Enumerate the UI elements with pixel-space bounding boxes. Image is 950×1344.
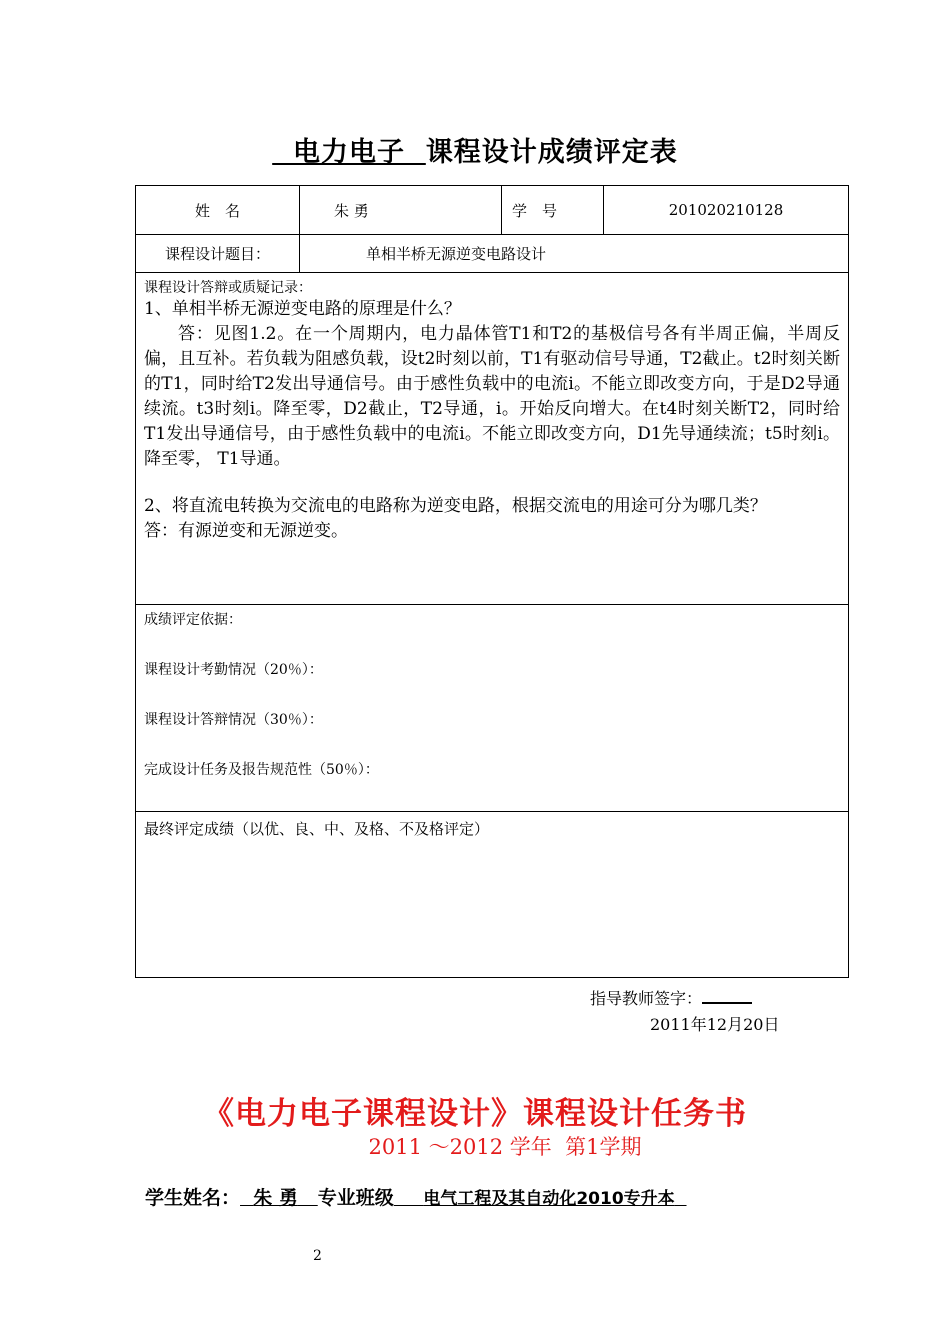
qa-caption: 课程设计答辩或质疑记录： (144, 280, 312, 296)
signature-blank (702, 988, 752, 1004)
name-value: 朱 勇 (300, 186, 502, 235)
question-2: 2、将直流电转换为交流电的电路称为逆变电路，根据交流电的用途可分为哪几类？ (144, 496, 767, 516)
table-row (136, 235, 849, 273)
sign-date: 2011年12月20日 (650, 1015, 780, 1034)
question-1: 1、单相半桥无源逆变电路的原理是什么？ (144, 299, 461, 319)
major-label: 专业班级 (317, 1187, 394, 1209)
table-row (136, 273, 849, 605)
student-id-label: 学 号 (502, 186, 604, 235)
student-id-value: 201020210128 (604, 186, 849, 235)
signature-label: 指导教师签字： (590, 989, 703, 1008)
title-rest: 课程设计成绩评定表 (425, 137, 678, 168)
answer-1: 答：见图1.2。在一个周期内，电力晶体管T1和T2的基极信号各有半周正偏，半周反偏，且互补。若负载为阻感负载，设t2时刻以前，T1有驱动信号导通，T2截止。t2时刻关断的T1，同时给T2发出导通信号。由于感性负载中的电流i。不能立即改变方向，于是D2导通续流。t3时刻i。降至零，D2截止，T2导通，i。开始反向增大。在t4时刻关断T2，同时给T1发出导通信号，由于感性负载中的电流i。不能立即改变方向，D1先导通续流；t5时刻i。降至零， T1导通。 (144, 324, 840, 469)
student-name-value: 朱 勇 (253, 1187, 298, 1209)
topic-value: 单相半桥无源逆变电路设计 (300, 235, 849, 273)
table-row (136, 605, 849, 812)
final-grade-cell (136, 812, 849, 978)
task-subtitle: 2011 ～2012 学年 第1学期 (368, 1135, 642, 1159)
page-title (0, 130, 950, 169)
grade-table (135, 185, 849, 978)
table-row (136, 186, 849, 235)
qa-record-cell (136, 273, 849, 605)
student-info (145, 1183, 687, 1210)
grading-basis-cell (136, 605, 849, 812)
basis-caption: 成绩评定依据： (144, 612, 242, 628)
teacher-signature (590, 986, 752, 1009)
course-name: 电力电子 (293, 137, 405, 168)
final-caption: 最终评定成绩（以优、良、中、及格、不及格评定） (144, 820, 490, 838)
task-title: 《电力电子课程设计》课程设计任务书 (203, 1096, 747, 1132)
basis-report: 完成设计任务及报告规范性（50％）： (144, 762, 379, 778)
basis-attendance: 课程设计考勤情况（20％）： (144, 662, 323, 678)
topic-label: 课程设计题目： (136, 235, 300, 273)
basis-defense: 课程设计答辩情况（30％）： (144, 712, 323, 728)
table-row (136, 812, 849, 978)
major-value: 电气工程及其自动化2010专升本 (423, 1189, 675, 1209)
name-label: 姓 名 (136, 186, 300, 235)
student-name-label: 学生姓名： (145, 1187, 241, 1209)
page-number: 2 (313, 1248, 322, 1264)
answer-2: 答：有源逆变和无源逆变。 (144, 521, 348, 541)
